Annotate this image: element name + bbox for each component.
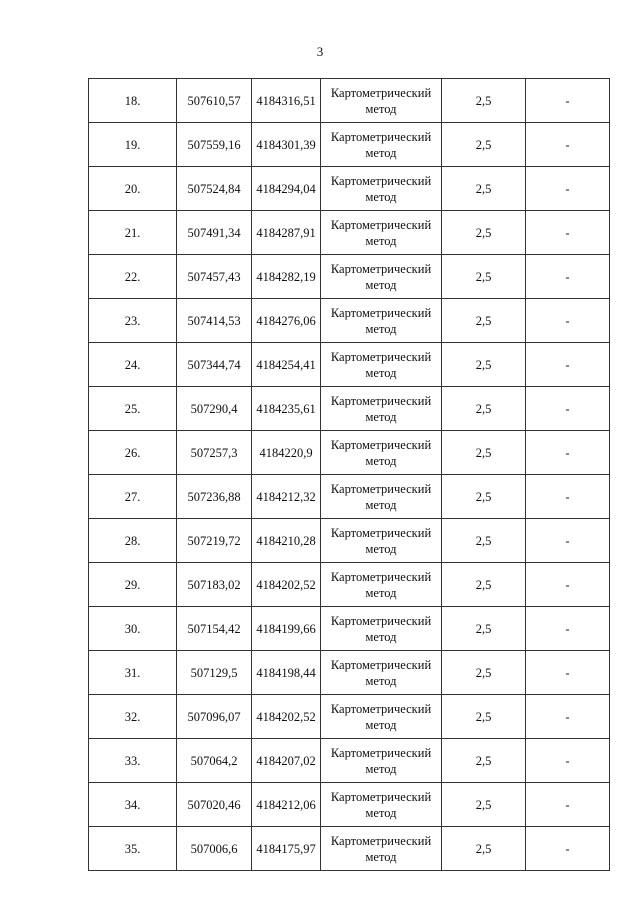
table-row [89,211,610,255]
method-cell: Картометрический метод [321,695,442,739]
method-cell: Картометрический метод [321,607,442,651]
table-row [89,563,610,607]
x-coordinate-cell: 507236,88 [177,475,252,519]
method-cell: Картометрический метод [321,255,442,299]
y-coordinate-cell: 4184235,61 [252,387,321,431]
y-coordinate-cell: 4184276,06 [252,299,321,343]
y-coordinate-cell: 4184210,28 [252,519,321,563]
method-cell: Картометрический метод [321,475,442,519]
accuracy-cell: 2,5 [442,827,526,871]
accuracy-cell: 2,5 [442,519,526,563]
x-coordinate-cell: 507559,16 [177,123,252,167]
method-cell: Картометрический метод [321,827,442,871]
table-row [89,695,610,739]
point-number-cell: 18. [89,79,177,123]
x-coordinate-cell: 507129,5 [177,651,252,695]
accuracy-cell: 2,5 [442,739,526,783]
x-coordinate-cell: 507020,46 [177,783,252,827]
x-coordinate-cell: 507414,53 [177,299,252,343]
method-cell: Картометрический метод [321,211,442,255]
y-coordinate-cell: 4184301,39 [252,123,321,167]
x-coordinate-cell: 507457,43 [177,255,252,299]
y-coordinate-cell: 4184316,51 [252,79,321,123]
description-cell: - [526,519,610,563]
table-row [89,431,610,475]
method-cell: Картометрический метод [321,299,442,343]
y-coordinate-cell: 4184199,66 [252,607,321,651]
point-number-cell: 26. [89,431,177,475]
y-coordinate-cell: 4184282,19 [252,255,321,299]
description-cell: - [526,431,610,475]
accuracy-cell: 2,5 [442,299,526,343]
point-number-cell: 30. [89,607,177,651]
x-coordinate-cell: 507219,72 [177,519,252,563]
accuracy-cell: 2,5 [442,255,526,299]
x-coordinate-cell: 507524,84 [177,167,252,211]
x-coordinate-cell: 507064,2 [177,739,252,783]
description-cell: - [526,211,610,255]
method-cell: Картометрический метод [321,123,442,167]
table-row [89,387,610,431]
description-cell: - [526,739,610,783]
point-number-cell: 21. [89,211,177,255]
x-coordinate-cell: 507096,07 [177,695,252,739]
method-cell: Картометрический метод [321,79,442,123]
table-row [89,739,610,783]
description-cell: - [526,255,610,299]
table-row [89,343,610,387]
y-coordinate-cell: 4184220,9 [252,431,321,475]
method-cell: Картометрический метод [321,519,442,563]
description-cell: - [526,827,610,871]
accuracy-cell: 2,5 [442,651,526,695]
accuracy-cell: 2,5 [442,783,526,827]
point-number-cell: 23. [89,299,177,343]
x-coordinate-cell: 507257,3 [177,431,252,475]
y-coordinate-cell: 4184207,02 [252,739,321,783]
point-number-cell: 28. [89,519,177,563]
table-row [89,123,610,167]
accuracy-cell: 2,5 [442,431,526,475]
description-cell: - [526,783,610,827]
table-row [89,255,610,299]
point-number-cell: 19. [89,123,177,167]
y-coordinate-cell: 4184254,41 [252,343,321,387]
accuracy-cell: 2,5 [442,167,526,211]
accuracy-cell: 2,5 [442,343,526,387]
table-row [89,783,610,827]
description-cell: - [526,79,610,123]
x-coordinate-cell: 507344,74 [177,343,252,387]
table-row [89,475,610,519]
method-cell: Картометрический метод [321,739,442,783]
y-coordinate-cell: 4184212,32 [252,475,321,519]
x-coordinate-cell: 507610,57 [177,79,252,123]
point-number-cell: 35. [89,827,177,871]
description-cell: - [526,695,610,739]
accuracy-cell: 2,5 [442,475,526,519]
description-cell: - [526,475,610,519]
accuracy-cell: 2,5 [442,211,526,255]
description-cell: - [526,563,610,607]
method-cell: Картометрический метод [321,343,442,387]
accuracy-cell: 2,5 [442,387,526,431]
table-row [89,607,610,651]
point-number-cell: 33. [89,739,177,783]
y-coordinate-cell: 4184202,52 [252,563,321,607]
point-number-cell: 27. [89,475,177,519]
table-row [89,79,610,123]
table-row [89,519,610,563]
table-row [89,167,610,211]
x-coordinate-cell: 507491,34 [177,211,252,255]
point-number-cell: 25. [89,387,177,431]
point-number-cell: 24. [89,343,177,387]
x-coordinate-cell: 507290,4 [177,387,252,431]
y-coordinate-cell: 4184212,06 [252,783,321,827]
description-cell: - [526,299,610,343]
coordinates-table-body [89,79,610,871]
page-number: 3 [316,44,324,59]
description-cell: - [526,651,610,695]
accuracy-cell: 2,5 [442,607,526,651]
y-coordinate-cell: 4184198,44 [252,651,321,695]
table-row [89,651,610,695]
point-number-cell: 34. [89,783,177,827]
y-coordinate-cell: 4184294,04 [252,167,321,211]
point-number-cell: 31. [89,651,177,695]
method-cell: Картометрический метод [321,431,442,475]
method-cell: Картометрический метод [321,651,442,695]
description-cell: - [526,387,610,431]
table-row [89,299,610,343]
accuracy-cell: 2,5 [442,123,526,167]
point-number-cell: 32. [89,695,177,739]
coordinates-table [88,78,610,871]
method-cell: Картометрический метод [321,783,442,827]
accuracy-cell: 2,5 [442,695,526,739]
point-number-cell: 20. [89,167,177,211]
y-coordinate-cell: 4184175,97 [252,827,321,871]
accuracy-cell: 2,5 [442,79,526,123]
method-cell: Картометрический метод [321,167,442,211]
point-number-cell: 22. [89,255,177,299]
y-coordinate-cell: 4184287,91 [252,211,321,255]
method-cell: Картометрический метод [321,387,442,431]
point-number-cell: 29. [89,563,177,607]
method-cell: Картометрический метод [321,563,442,607]
y-coordinate-cell: 4184202,52 [252,695,321,739]
table-row [89,827,610,871]
description-cell: - [526,607,610,651]
description-cell: - [526,123,610,167]
x-coordinate-cell: 507183,02 [177,563,252,607]
x-coordinate-cell: 507154,42 [177,607,252,651]
accuracy-cell: 2,5 [442,563,526,607]
description-cell: - [526,343,610,387]
description-cell: - [526,167,610,211]
x-coordinate-cell: 507006,6 [177,827,252,871]
